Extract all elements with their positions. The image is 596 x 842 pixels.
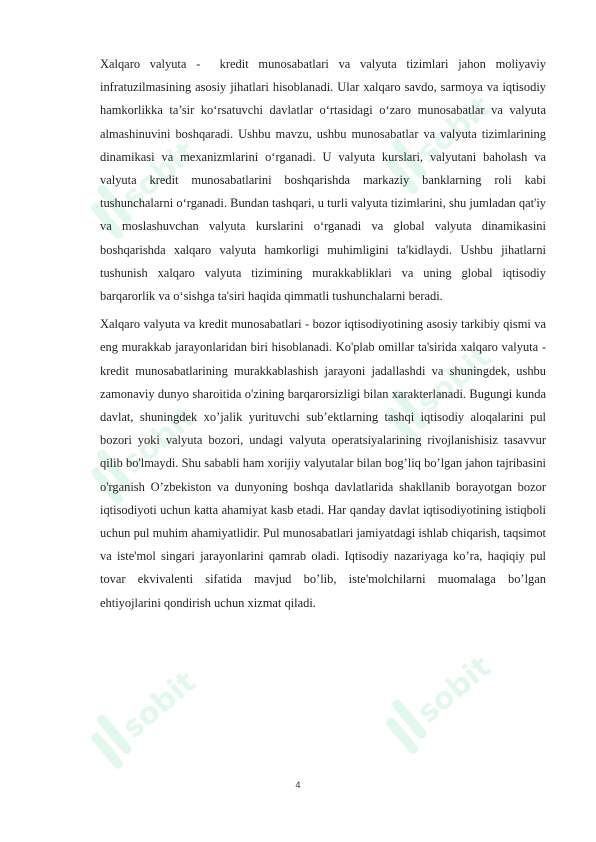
svg-text:sobit: sobit [410,649,498,731]
svg-text:sobit: sobit [410,89,498,171]
svg-text:sobit: sobit [410,339,498,421]
svg-text:sobit: sobit [115,399,203,481]
paragraph: Xalqaro valyuta va kredit munosabatlari - bozor iqtisodiyotining asosiy tarkibiy qismi va eng murakkab jarayonlaridan biri hisoblanadi. Ko'plab omillar ta'sirida xalqaro valyuta - kredit munosabatlarining murakkablashish jarayoni jadallashdi va shuningdek, ushbu zamonaviy dunyo sharoitida o'zining barqarorsizligi bilan xarakterlanadi. Bugungi kunda davlat, shuningdek xo’jalik yurituvchi sub’ektlarning tashqi iqtisodiy aloqalarini pul bozori yoki valyuta bozori, undagi valyuta operatsiyalarining rivojlanishisiz tasavvur qilib bo'lmaydi. Shu sababli ham xorijiy valyutalar bilan bog’liq bo’lgan jahon tajribasini o'rganish O’zbekiston va dunyoning boshqa davlatlarida shakllanib borayotgan bozor iqtisodiyoti uchun katta ahamiyat kasb etadi. Har qanday davlat iqtisodiyotining istiqboli uchun pul muhim ahamiyatlidir. Pul munosabatlari jamiyatdagi ishlab chiqarish, taqsimot va iste'mol singari jarayonlarini qamrab oladi. Iqtisodiy nazariyaga ko’ra, haqiqiy pul tovar ekvivalenti sifatida mavjud bo’lib, iste'molchilarni muomalaga bo’lgan ehtiyojlarini qondirish uchun xizmat qiladi. [100,317,546,610]
paragraph: Xalqaro valyuta - kredit munosabatlari va valyuta tizimlari jahon moliyaviy infratuzilmasining asosiy jihatlari hisoblanadi. Ular xalqaro savdo, sarmoya va iqtisodiy hamkorlikka ta’sir ko‘rsatuvchi davlatlar o‘rtasidagi o‘zaro munosabatlar va valyuta almashinuvini boshqaradi. Ushbu mavzu, ushbu munosabatlar va valyuta tizimlarining dinamikasi va mexanizmlarini o‘rganadi. U valyuta kurslari, valyutani baholash va valyuta kredit munosabatlarini boshqarishda markaziy banklarning roli kabi tushunchalarni o‘rganadi. Bundan tashqari, u turli valyuta tizimlarini, shu jumladan qat'iy va moslashuvchan valyuta kurslarini o‘rganadi va global valyuta dinamikasini boshqarishda xalqaro valyuta hamkorligi muhimligini ta'kidlaydi. Ushbu jihatlarni tushunish xalqaro valyuta tizimining murakkabliklari va uning global iqtisodiy barqarorlik va o‘sishga ta'siri haqida qimmatli tushunchalarni beradi. [100,57,546,304]
page-number: 4 [295,780,301,790]
watermark-logo-icon [370,649,498,765]
body-text [100,53,546,620]
svg-text:sobit: sobit [115,134,203,216]
watermark-logo-icon [75,664,203,780]
svg-text:sobit: sobit [115,664,203,746]
